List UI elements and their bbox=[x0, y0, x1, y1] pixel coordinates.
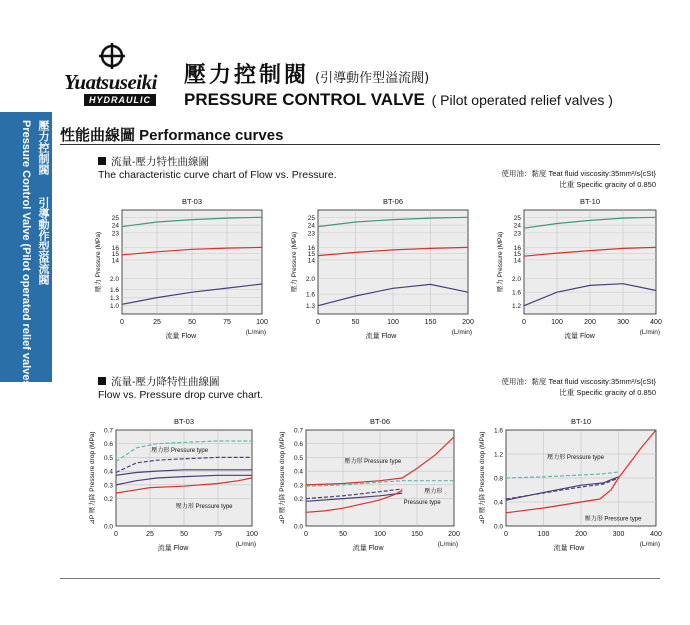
chart-bt10-flow-pressure bbox=[492, 196, 676, 346]
x-axis-unit: (L/min) bbox=[437, 541, 458, 548]
side-tab-zh2: 引導動作型溢流閥 bbox=[37, 197, 49, 285]
logo-crosshair-icon bbox=[98, 42, 126, 70]
chart-title: BT-06 bbox=[369, 417, 391, 426]
x-axis-unit: (L/min) bbox=[235, 541, 256, 548]
page-subtitle-zh: (引導動作型溢流閥) bbox=[315, 71, 430, 86]
y-tick-label: 0.7 bbox=[103, 427, 113, 435]
x-tick-label: 200 bbox=[584, 319, 596, 326]
x-tick-label: 0 bbox=[304, 531, 308, 538]
y-tick-label: 1.2 bbox=[493, 451, 503, 459]
annotation: 壓力形 Pressure type bbox=[584, 516, 642, 523]
y-tick-label: 0.7 bbox=[293, 427, 303, 435]
y-tick-label: 0.5 bbox=[103, 454, 113, 462]
x-tick-label: 0 bbox=[120, 319, 124, 326]
y-tick-label: 2.0 bbox=[305, 276, 315, 284]
block1-fluid-info: 使用油：黏度 Teat fluid viscosity:35mm²/s{cSt} 比重 Specific gracity of 0.850 bbox=[501, 169, 656, 189]
y-tick-label: 16 bbox=[307, 244, 315, 252]
x-tick-label: 25 bbox=[146, 531, 154, 538]
x-axis-unit: (L/min) bbox=[639, 541, 660, 548]
bullet-square-icon bbox=[98, 377, 106, 385]
chart-title: BT-10 bbox=[570, 417, 592, 426]
y-tick-label: 0.8 bbox=[493, 475, 503, 483]
y-tick-label: 2.0 bbox=[109, 276, 119, 284]
annotation: 壓力形 Pressure type bbox=[175, 504, 233, 511]
y-tick-label: 23 bbox=[111, 230, 119, 238]
y-tick-label: 15 bbox=[307, 251, 315, 259]
y-tick-label: 16 bbox=[513, 244, 521, 252]
y-tick-label: 0.2 bbox=[293, 496, 303, 504]
brand-sub: HYDRAULIC bbox=[84, 94, 156, 106]
y-tick-label: 23 bbox=[307, 230, 315, 238]
x-axis-unit: (L/min) bbox=[451, 329, 472, 336]
y-tick-label: 0.4 bbox=[103, 468, 113, 476]
bullet-square-icon bbox=[98, 157, 106, 165]
x-axis-label: 流量 Flow bbox=[352, 545, 384, 552]
y-tick-label: 14 bbox=[513, 257, 521, 265]
side-tab bbox=[0, 112, 52, 391]
x-tick-label: 0 bbox=[316, 319, 320, 326]
x-tick-label: 300 bbox=[612, 531, 625, 538]
y-tick-label: 15 bbox=[111, 251, 119, 259]
chart-title: BT-03 bbox=[181, 197, 203, 206]
x-tick-label: 0 bbox=[522, 319, 526, 326]
x-tick-label: 200 bbox=[448, 531, 460, 538]
page-title-zh: 壓力控制閥 (引導動作型溢流閥) bbox=[184, 63, 430, 88]
x-tick-label: 75 bbox=[223, 319, 231, 326]
y-tick-label: 14 bbox=[307, 257, 315, 265]
block2-fluid-info: 使用油：黏度 Teat fluid viscosity:35mm²/s{cSt} 比重 Specific gracity of 0.850 bbox=[501, 377, 656, 397]
x-axis-label: 流量 Flow bbox=[157, 545, 189, 552]
y-tick-label: 1.6 bbox=[511, 289, 521, 297]
x-tick-label: 300 bbox=[617, 319, 629, 326]
x-tick-label: 200 bbox=[462, 319, 474, 326]
y-tick-label: 0.4 bbox=[293, 468, 303, 476]
chart-title: BT-10 bbox=[579, 197, 601, 206]
x-tick-label: 0 bbox=[114, 531, 118, 538]
chart-title: BT-06 bbox=[382, 197, 404, 206]
block1-title: 流量-壓力特性曲線圖 The characteristic curve chart of Flow vs. Pressure. bbox=[98, 156, 337, 181]
y-tick-label: 0.6 bbox=[293, 441, 303, 449]
x-tick-label: 100 bbox=[374, 531, 386, 538]
footer-divider bbox=[60, 578, 660, 579]
x-axis-label: 流量 Flow bbox=[553, 545, 585, 552]
block1-title-en: The characteristic curve chart of Flow vs. Pressure. bbox=[98, 169, 337, 181]
annotation: 壓力形 Pressure type bbox=[344, 458, 402, 465]
y-tick-label: 0.0 bbox=[103, 523, 113, 531]
chart-title: BT-03 bbox=[173, 417, 195, 426]
y-tick-label: 16 bbox=[111, 244, 119, 252]
y-tick-label: 0.6 bbox=[103, 441, 113, 449]
chart-bt06-flow-pressure bbox=[284, 196, 480, 346]
y-tick-label: 0.3 bbox=[293, 482, 303, 490]
x-tick-label: 150 bbox=[411, 531, 423, 538]
y-tick-label: 24 bbox=[513, 222, 521, 230]
side-tab-zh1: 壓力控制閥 bbox=[37, 120, 49, 175]
x-tick-label: 50 bbox=[180, 531, 188, 538]
y-axis-label: ⊿P 壓力降 Pressure drop (MPa) bbox=[89, 431, 96, 525]
x-tick-label: 50 bbox=[351, 319, 360, 326]
side-tab-en: Pressure Control Valve (Pilot operated relief valves) bbox=[20, 120, 32, 391]
y-tick-label: 0.3 bbox=[103, 482, 113, 490]
section-divider bbox=[60, 144, 660, 145]
y-axis-label: 壓力 Pressure (MPa) bbox=[497, 231, 504, 293]
x-tick-label: 50 bbox=[339, 531, 347, 538]
chart-bt03-pressure-drop bbox=[80, 414, 276, 564]
y-tick-label: 14 bbox=[111, 257, 119, 265]
brand-logo bbox=[64, 42, 184, 112]
y-axis-label: ⊿P 壓力降 Pressure drop (MPa) bbox=[279, 431, 286, 525]
chart-bt10-pressure-drop bbox=[472, 414, 678, 564]
y-tick-label: 1.0 bbox=[109, 303, 119, 311]
y-tick-label: 24 bbox=[307, 222, 315, 230]
x-tick-label: 100 bbox=[387, 319, 399, 326]
x-tick-label: 200 bbox=[575, 531, 587, 538]
y-tick-label: 0.0 bbox=[493, 523, 503, 531]
x-tick-label: 50 bbox=[188, 319, 196, 326]
y-tick-label: 1.6 bbox=[109, 286, 119, 294]
x-tick-label: 100 bbox=[551, 319, 563, 326]
x-tick-label: 25 bbox=[153, 319, 161, 326]
x-tick-label: 75 bbox=[214, 531, 222, 538]
page-title-en: PRESSURE CONTROL VALVE ( Pilot operated relief valves ) bbox=[184, 90, 613, 109]
block2-title-en: Flow vs. Pressure drop curve chart. bbox=[98, 389, 264, 401]
y-axis-label: 壓力 Pressure (MPa) bbox=[291, 231, 298, 293]
x-tick-label: 400 bbox=[650, 319, 662, 326]
y-tick-label: 23 bbox=[513, 230, 521, 238]
y-tick-label: 1.6 bbox=[305, 291, 315, 299]
y-tick-label: 2.0 bbox=[511, 276, 521, 284]
annotation: 壓力形 Pressure type bbox=[547, 454, 604, 461]
x-axis-label: 流量 Flow bbox=[365, 333, 397, 340]
x-tick-label: 100 bbox=[246, 531, 258, 538]
annotation: 壓力形 Pressure type bbox=[151, 447, 209, 454]
page-subtitle-en: ( Pilot operated relief valves ) bbox=[431, 92, 613, 108]
annotation: Pressure type bbox=[403, 500, 441, 507]
x-tick-label: 100 bbox=[537, 531, 550, 538]
y-tick-label: 15 bbox=[513, 251, 521, 259]
annotation: 壓力形 bbox=[424, 489, 443, 496]
y-tick-label: 1.6 bbox=[493, 427, 503, 435]
block2-title: 流量-壓力降特性曲線圖 Flow vs. Pressure drop curve chart. bbox=[98, 376, 264, 401]
y-tick-label: 0.0 bbox=[293, 523, 303, 531]
y-tick-label: 25 bbox=[307, 214, 315, 222]
x-tick-label: 400 bbox=[650, 531, 662, 538]
x-tick-label: 100 bbox=[256, 319, 268, 326]
y-axis-label: 壓力 Pressure (MPa) bbox=[95, 231, 102, 293]
x-axis-label: 流量 Flow bbox=[165, 333, 197, 340]
y-tick-label: 0.5 bbox=[293, 454, 303, 462]
y-tick-label: 24 bbox=[111, 222, 119, 230]
y-tick-label: 0.4 bbox=[493, 499, 503, 507]
y-tick-label: 1.2 bbox=[511, 303, 521, 311]
y-tick-label: 0.2 bbox=[103, 496, 113, 504]
x-axis-unit: (L/min) bbox=[639, 329, 660, 336]
x-tick-label: 150 bbox=[424, 319, 437, 326]
section-title: 性能曲線圖 Performance curves bbox=[60, 127, 284, 144]
y-axis-label: ⊿P 壓力降 Pressure drop (MPa) bbox=[479, 431, 486, 525]
y-tick-label: 1.3 bbox=[109, 295, 119, 303]
x-tick-label: 0 bbox=[504, 531, 508, 538]
chart-bt03-flow-pressure bbox=[94, 196, 280, 346]
x-axis-unit: (L/min) bbox=[245, 329, 266, 336]
y-tick-label: 25 bbox=[111, 214, 119, 222]
x-axis-label: 流量 Flow bbox=[564, 333, 595, 340]
y-tick-label: 1.3 bbox=[305, 303, 315, 311]
y-tick-label: 25 bbox=[513, 214, 521, 222]
chart-bt06-pressure-drop bbox=[272, 414, 474, 564]
brand-name: Yuatsuseiki bbox=[64, 70, 157, 94]
